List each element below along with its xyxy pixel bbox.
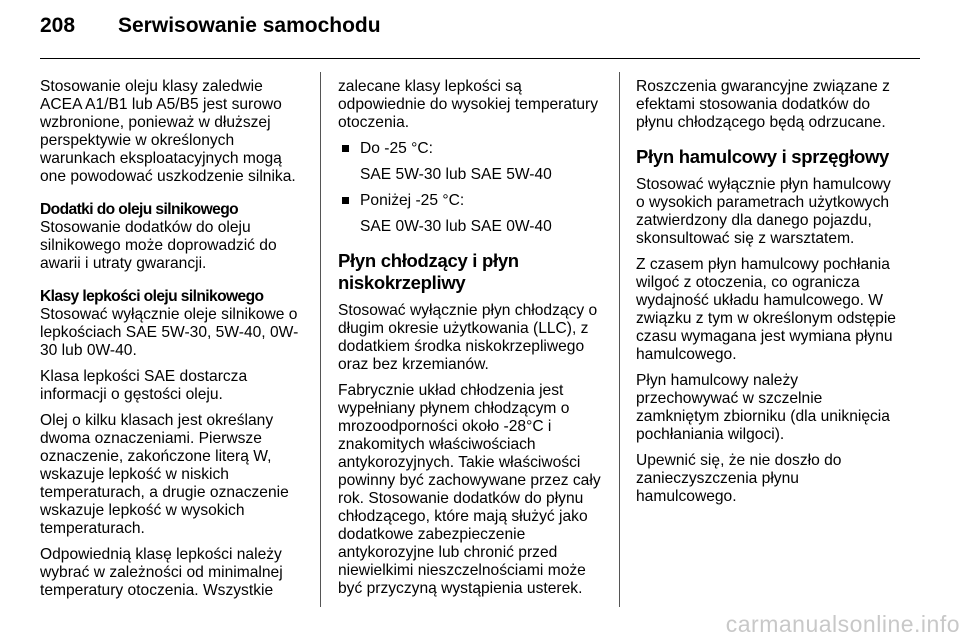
paragraph: Płyn hamulcowy należy przechowywać w szczelnie zamkniętym zbiorniku (dla uniknięcia pochłaniania wilgoci). <box>636 372 890 443</box>
paragraph: Z czasem płyn hamulcowy pochłania wilgoć z otoczenia, co ogranicza wydajność układu hamulcowego. W związku z tym w określonym odstępie czasu wymagana jest wymiana płynu hamulcowego. <box>636 256 896 363</box>
paragraph: Stosować wyłącznie płyn chłodzący o długim okresie użytkowania (LLC), z dodatkiem środka niskokrzepliwego oraz bez krzemianów. <box>338 302 598 373</box>
bullet-square-icon <box>342 145 349 152</box>
list-item-label: Do -25 °C: <box>360 140 433 157</box>
list-item <box>338 192 604 210</box>
list-item-detail: SAE 5W-30 lub SAE 5W-40 <box>360 166 552 183</box>
column-divider-1 <box>320 72 321 607</box>
section-heading-brake-fluid: Płyn hamulcowy i sprzęgłowy <box>636 146 890 167</box>
paragraph: Odpowiednią klasę lepkości należy wybrać w zależności od minimalnej temperatury otoczenia. Wszystkie <box>40 546 283 599</box>
paragraph: Olej o kilku klasach jest określany dwoma oznaczeniami. Pierwsze oznaczenie, zakończone literą W, wskazuje lepkość w niskich temperaturach, a drugie oznaczenie wskazuje lepkość w wysokich temperaturach. <box>40 412 289 537</box>
paragraph: Klasa lepkości SAE dostarcza informacji o gęstości oleju. <box>40 368 248 403</box>
page-number: 208 <box>40 14 76 37</box>
paragraph: Stosować wyłącznie oleje silnikowe o lepkościach SAE 5W-30, 5W-40, 0W-30 lub 0W-40. <box>40 306 299 359</box>
paragraph: Stosować wyłącznie płyn hamulcowy o wysokich parametrach użytkowych zatwierdzony dla danego pojazdu, skonsultować się z warsztatem. <box>636 176 891 247</box>
paragraph: Fabrycznie układ chłodzenia jest wypełniany płynem chłodzącym o mrozoodporności około -28°C i znakomitych właściwościach antykorozyjnych. Takie właściwości powinny być zachowywane przez cały rok. Stosowanie dodatków do płynu chłodzącego, które mają służyć jako dodatkowe zabezpieczenie antykorozyjne lub chronić przed niewielkimi nieszczelnościami może być przyczyną wystąpienia usterek. <box>338 382 601 597</box>
paragraph: Stosowanie oleju klasy zaledwie ACEA A1/B1 lub A5/B5 jest surowo wzbronione, ponieważ w dłuższej perspektywie w określonych warunkach eksploatacyjnych mogą one powodować uszkodzenie silnika. <box>40 78 296 185</box>
subheading-viscosity: Klasy lepkości oleju silnikowego <box>40 288 264 305</box>
column-2 <box>338 78 604 606</box>
paragraph: Roszczenia gwarancyjne związane z efektami stosowania dodatków do płynu chłodzącego będą odrzucane. <box>636 78 890 131</box>
column-divider-2 <box>619 72 620 607</box>
paragraph: zalecane klasy lepkości są odpowiednie do wysokiej temperatury otoczenia. <box>338 78 599 131</box>
page-header <box>40 14 920 54</box>
paragraph: Stosowanie dodatków do oleju silnikowego może doprowadzić do awarii i utraty gwarancji. <box>40 219 277 272</box>
list-item-label: Poniżej -25 °C: <box>360 192 465 209</box>
column-3 <box>636 78 900 514</box>
watermark: carmanualsonline.info <box>725 611 960 637</box>
column-1 <box>40 78 302 608</box>
bullet-square-icon <box>342 197 349 204</box>
section-heading-coolant: Płyn chłodzący i płyn niskokrzepliwy <box>338 250 519 293</box>
list-item <box>338 140 604 158</box>
page-title: Serwisowanie samochodu <box>118 14 381 37</box>
header-rule <box>40 58 920 59</box>
list-item-detail: SAE 0W-30 lub SAE 0W-40 <box>360 218 552 235</box>
paragraph: Upewnić się, że nie doszło do zanieczyszczenia płynu hamulcowego. <box>636 452 842 505</box>
subheading-additives: Dodatki do oleju silnikowego <box>40 201 239 218</box>
